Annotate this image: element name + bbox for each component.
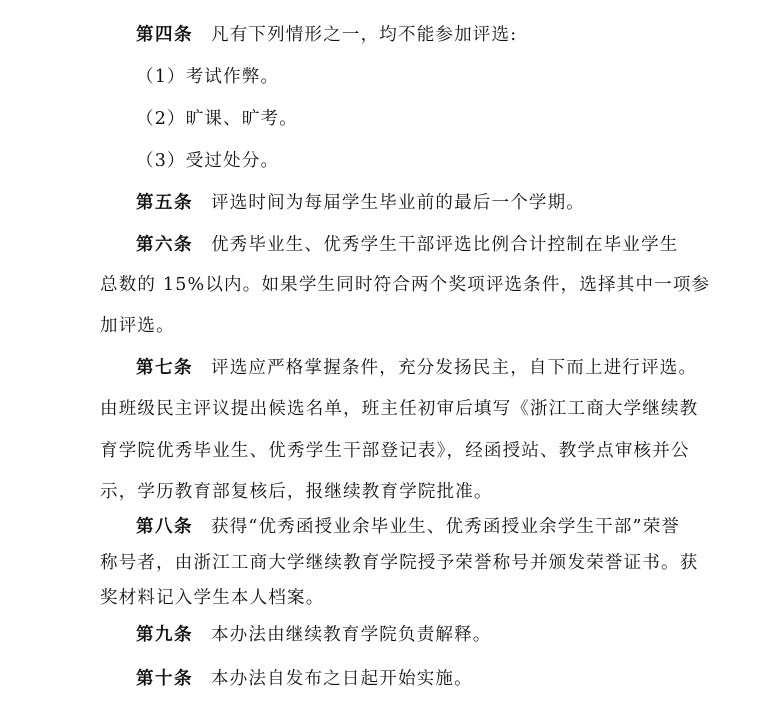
article-7-line-3: 育学院优秀毕业生、优秀学生干部登记表》，经函授站、教学点审核并公	[100, 441, 690, 461]
article-7-line-1	[136, 357, 697, 379]
article-4-text: 凡有下列情形之一，均不能参加评选:	[211, 25, 518, 45]
article-8-line-1	[136, 516, 680, 538]
article-6-line-2: 总数的 15%以内。如果学生同时符合两个奖项评选条件，选择其中一项参	[100, 275, 711, 295]
article-9-line-1	[136, 624, 492, 646]
article-8-line-2: 称号者，由浙江工商大学继续教育学院授予荣誉称号并颁发荣誉证书。获	[100, 553, 699, 573]
article-4-item-2: （2）旷课、旷考。	[136, 109, 298, 129]
article-8-label: 第八条	[136, 517, 193, 537]
article-7-line-2: 由班级民主评议提出候选名单，班主任初审后填写《浙江工商大学继续教	[100, 399, 699, 419]
article-4-item-1: （1）考试作弊。	[136, 67, 280, 87]
article-5-label: 第五条	[136, 193, 193, 213]
article-9-text: 本办法由继续教育学院负责解释。	[211, 625, 492, 645]
article-6-label: 第六条	[136, 235, 193, 255]
article-6-text-1: 优秀毕业生、优秀学生干部评选比例合计控制在毕业学生	[211, 235, 679, 255]
article-9-label: 第九条	[136, 625, 193, 645]
article-10-line-1	[136, 668, 473, 690]
article-7-label: 第七条	[136, 358, 193, 378]
article-8-text-1: 获得“优秀函授业余毕业生、优秀函授业余学生干部”荣誉	[211, 517, 681, 537]
article-6-line-1	[136, 234, 679, 256]
article-5-text: 评选时间为每届学生毕业前的最后一个学期。	[211, 193, 585, 213]
article-8-line-3: 奖材料记入学生本人档案。	[100, 588, 325, 608]
article-10-text: 本办法自发布之日起开始实施。	[211, 669, 473, 689]
article-7-line-4: 示，学历教育部复核后，报继续教育学院批准。	[100, 482, 493, 502]
article-4-line-1	[136, 24, 517, 46]
article-10-label: 第十条	[136, 669, 193, 689]
article-5-line-1	[136, 192, 585, 214]
article-6-line-3: 加评选。	[100, 316, 175, 336]
article-4-label: 第四条	[136, 25, 193, 45]
article-7-text-1: 评选应严格掌握条件，充分发扬民主，自下而上进行评选。	[211, 358, 698, 378]
article-4-item-3: （3）受过处分。	[136, 151, 280, 171]
